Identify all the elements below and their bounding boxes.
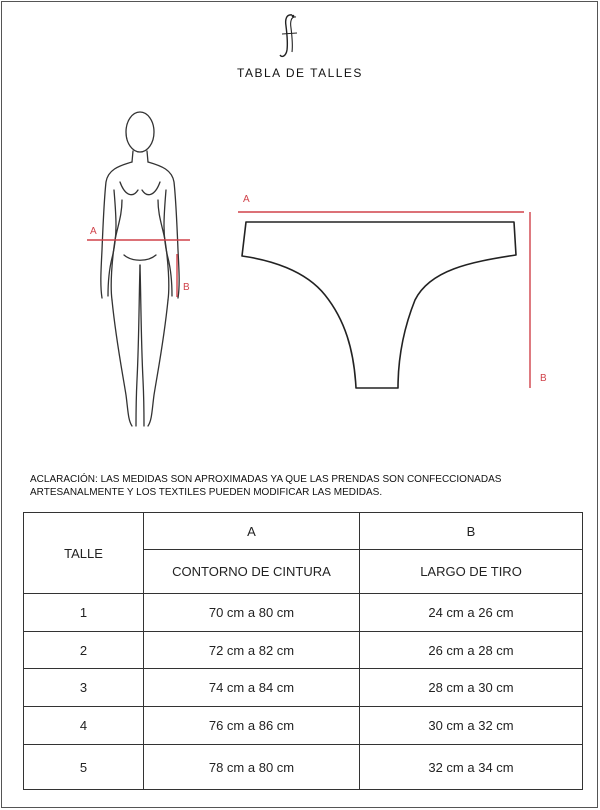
- garment-waist-label: A: [243, 194, 250, 205]
- disclaimer-note: [30, 473, 550, 499]
- size-cell: 5: [24, 745, 144, 790]
- disclaimer-line-1: ACLARACIÓN: LAS MEDIDAS SON APROXIMADAS YA QUE LAS PRENDAS SON CONFECCIONADAS: [30, 474, 502, 485]
- page-title: TABLA DE TALLES: [237, 66, 363, 80]
- size-cell: 3: [24, 669, 144, 707]
- waist-cell: 74 cm a 84 cm: [144, 669, 360, 707]
- size-table: [23, 512, 583, 790]
- col-b-label: LARGO DE TIRO: [360, 550, 583, 594]
- size-cell: 1: [24, 594, 144, 632]
- size-header: TALLE: [24, 513, 144, 594]
- size-cell: 4: [24, 707, 144, 745]
- table-row: [24, 594, 583, 632]
- col-b-letter: B: [360, 513, 583, 550]
- waist-cell: 72 cm a 82 cm: [144, 632, 360, 669]
- waist-cell: 76 cm a 86 cm: [144, 707, 360, 745]
- rise-cell: 28 cm a 30 cm: [360, 669, 583, 707]
- col-a-letter: A: [144, 513, 360, 550]
- waist-cell: 78 cm a 80 cm: [144, 745, 360, 790]
- body-rise-label: B: [183, 282, 190, 293]
- garment-rise-label: B: [540, 373, 547, 384]
- col-a-label: CONTORNO DE CINTURA: [144, 550, 360, 594]
- table-row: [24, 669, 583, 707]
- table-header-row: [24, 513, 583, 550]
- table-row: [24, 745, 583, 790]
- disclaimer-line-2: ARTESANALMENTE Y LOS TEXTILES PUEDEN MODIFICAR LAS MEDIDAS.: [30, 487, 383, 498]
- rise-cell: 24 cm a 26 cm: [360, 594, 583, 632]
- rise-cell: 26 cm a 28 cm: [360, 632, 583, 669]
- rise-cell: 32 cm a 34 cm: [360, 745, 583, 790]
- table-row: [24, 632, 583, 669]
- body-waist-label: A: [90, 226, 97, 237]
- waist-cell: 70 cm a 80 cm: [144, 594, 360, 632]
- rise-cell: 30 cm a 32 cm: [360, 707, 583, 745]
- size-cell: 2: [24, 632, 144, 669]
- table-row: [24, 707, 583, 745]
